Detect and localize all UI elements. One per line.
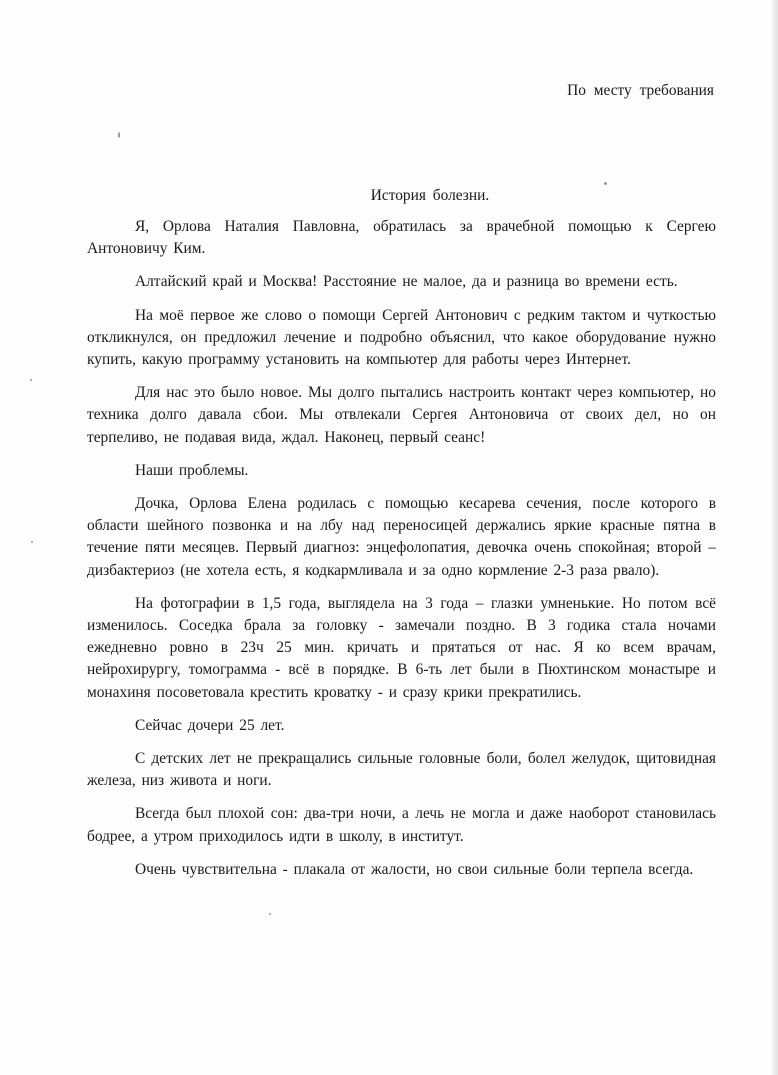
paragraph: Для нас это было новое. Мы долго пытались настроить контакт через компьютер, но техника долго давала сбои. Мы отвлекали Сергея Антоновича от своих дел, но он терпеливо, не подавая вида, ждал. Наконец, первый сеанс! [87, 384, 716, 446]
section-heading: Наши проблемы. [135, 461, 249, 479]
scan-speck [31, 541, 33, 543]
paragraph: Сейчас дочери 25 лет. [135, 716, 285, 734]
paragraph: Дочка, Орлова Елена родилась с помощью кесарева сечения, после которого в области шейного позвонка и на лбу над переносицей держались яркие красные пятна в течение пяти месяцев. Первый диагноз: энцефолопатия, девочка очень спокойная; второй – дизбактериоз (не хотела есть, я кодкармливала и за одно кормление 2-3 раза рвало). [87, 495, 716, 579]
scan-speck [269, 913, 271, 915]
recipient-line: По месту требования [567, 82, 714, 99]
scan-speck [30, 379, 32, 381]
document-body [87, 216, 716, 892]
paragraph: На фотографии в 1,5 года, выглядела на 3 года – глазки умненькие. Но потом всё изменилось. Соседка брала за головку - замечали поздно. В 3 годика стала ночами ежедневно ровно в 23ч 25 мин. кричать и прятаться от нас. Я ко всем врачам, нейрохирургу, томограмма - всё в порядке. В 6-ть лет были в Пюхтинском монастыре и монахиня посоветовала крестить кроватку - и сразу крики прекратились. [87, 594, 716, 701]
paragraph: Очень чувствительна - плакала от жалости, но свои сильные боли терпела всегда. [135, 860, 694, 878]
paragraph: Алтайский край и Москва! Расстояние не малое, да и разница во времени есть. [135, 273, 678, 291]
paragraph: На моё первое же слово о помощи Сергей Антонович с редким тактом и чуткостью откликнулся, он предложил лечение и подробно объяснил, что какое оборудование нужно купить, какую программу установить на компьютер для работы через Интернет. [87, 306, 716, 369]
document-title: История болезни. [370, 187, 490, 204]
paragraph: Я, Орлова Наталия Павловна, обратилась за врачебной помощью к Сергею Антоновичу Ким. [87, 218, 716, 258]
paragraph: Всегда был плохой сон: два-три ночи, а лечь не могла и даже наоборот становилась бодрее, а утром приходилось идти в школу, в институт. [87, 805, 716, 845]
scan-speck [118, 132, 120, 138]
paragraph: С детских лет не прекращались сильные головные боли, болел желудок, щитовидная железа, низ живота и ноги. [87, 750, 716, 790]
scan-edge-shadow [772, 0, 778, 1075]
